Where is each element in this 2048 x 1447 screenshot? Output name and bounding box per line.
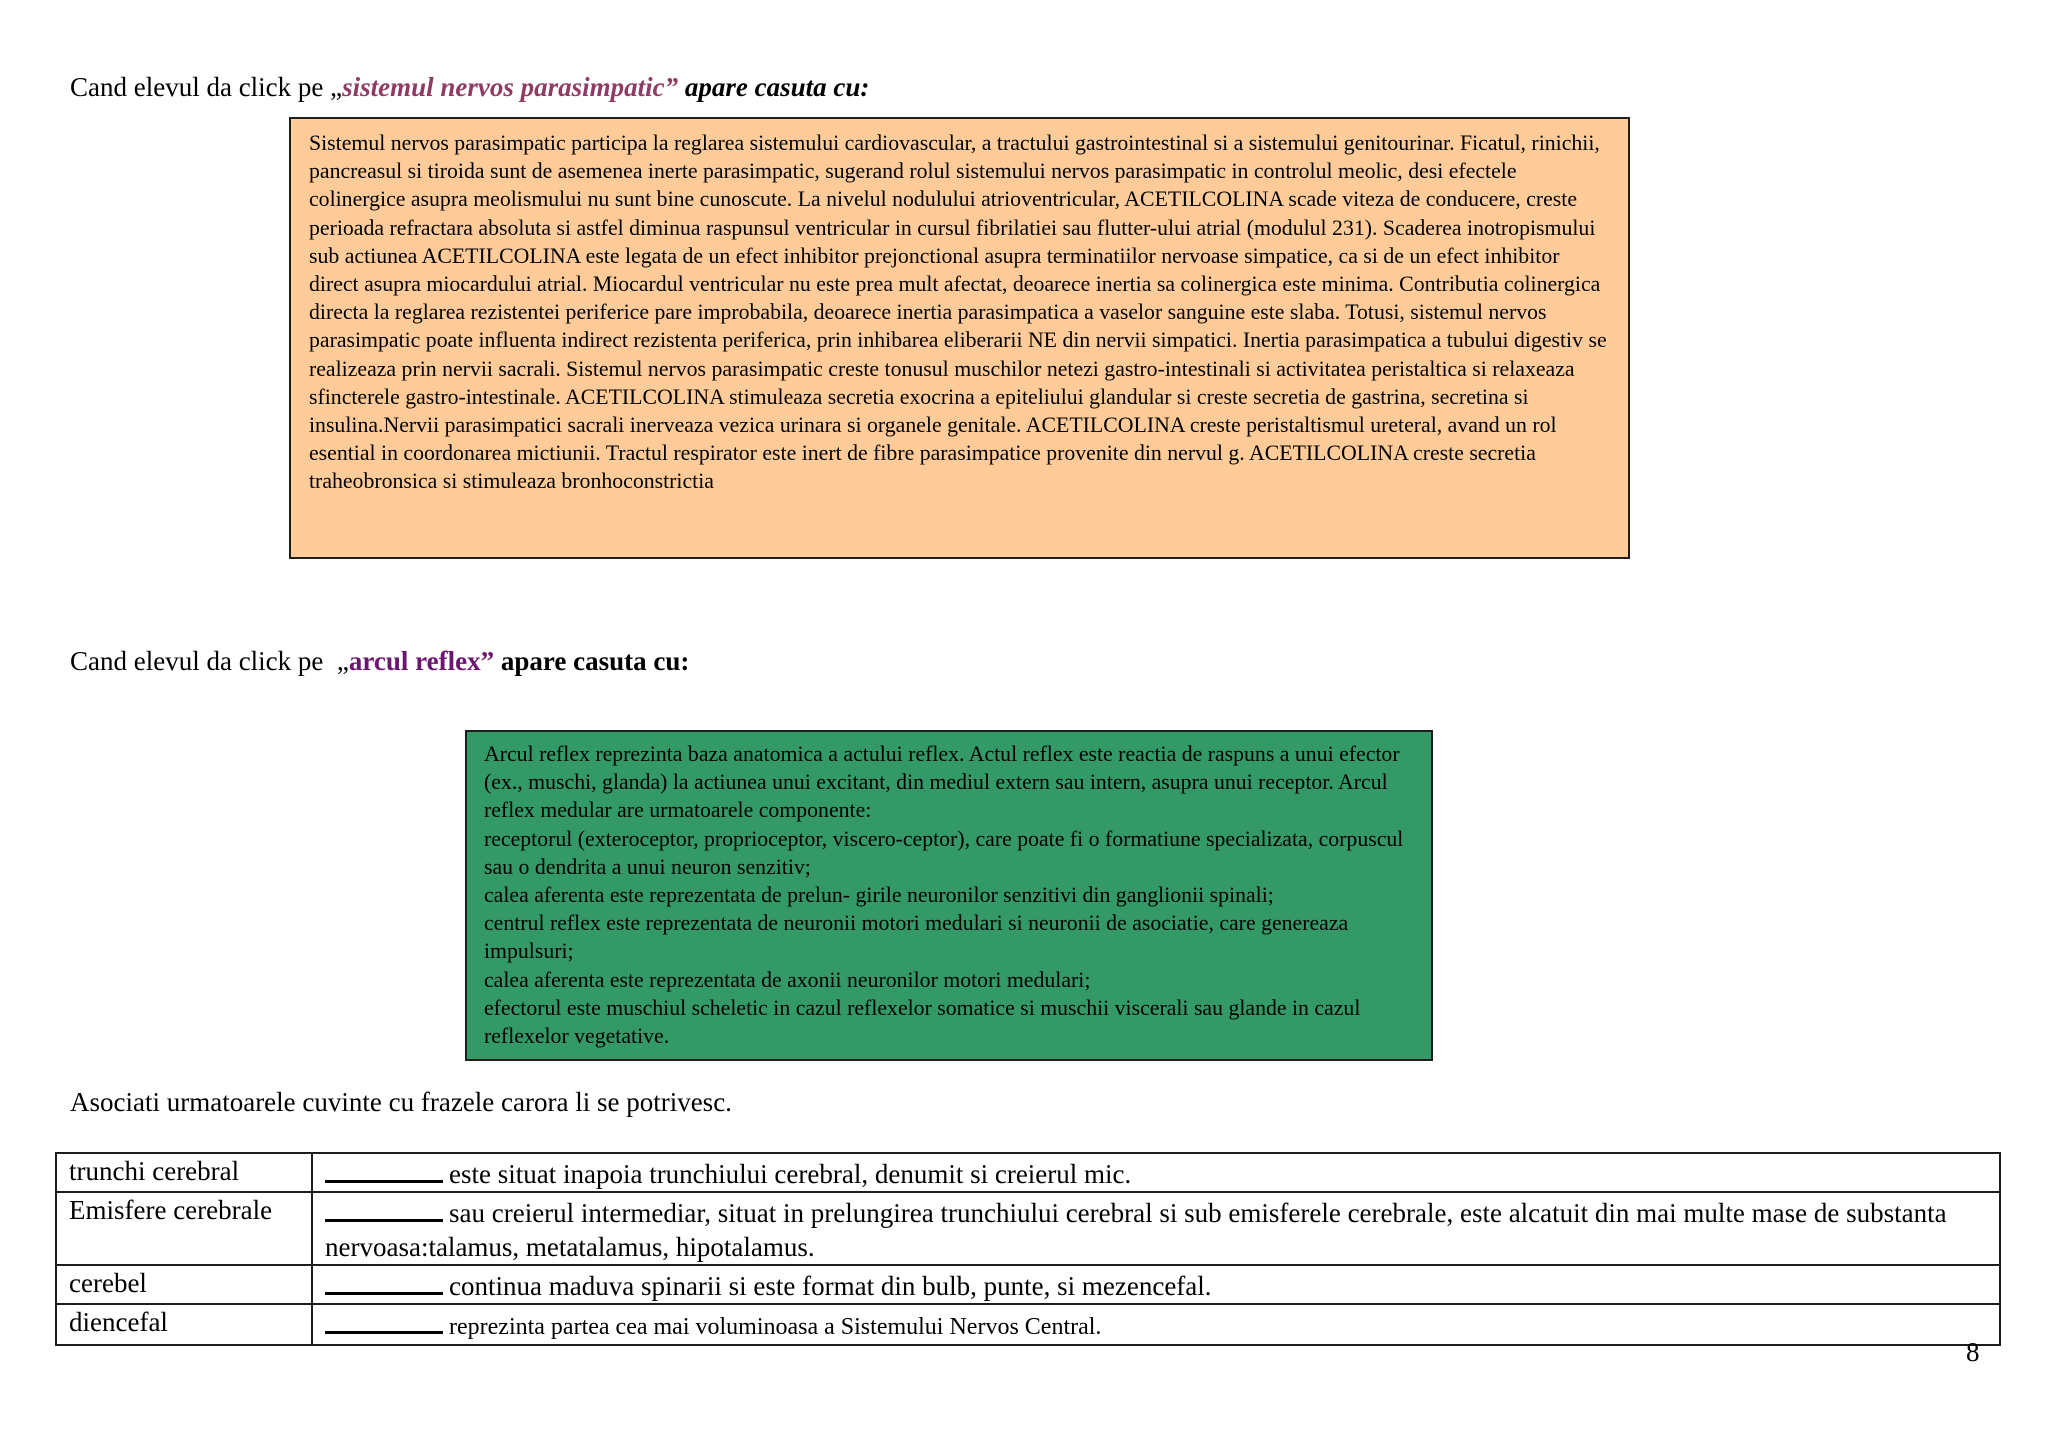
sentence-text: sau creierul intermediar, situat in prelungirea trunchiului cerebral si sub emisferele cerebrale, este alcatuit din mai multe mase de substanta nervoasa:talamus, metatalamus, hipotalamus. [325, 1198, 1947, 1262]
info-box-paragraph: centrul reflex este reprezentata de neuronii motori medulari si neuronii de asociatie, care genereaza impulsuri; [484, 911, 1349, 964]
intro-prefix: Cand elevul da click pe „ [70, 72, 343, 102]
term-cell: cerebel [56, 1265, 312, 1304]
info-box-text: Sistemul nervos parasimpatic participa la reglarea sistemului cardiovascular, a tractului gastrointestinal si a sistemului genitourinar. Ficatul, rinichii, pancreasul si tiroida sunt de asemenea inerte parasimpatic, sugerand rolul sistemului nervos parasimpatic in controlul meolic, desi efectele colinergice asupra meolismului nu sunt bine cunoscute. La nivelul nodulului atrioventricular, ACETILCOLINA scade viteza de conducere, creste perioada refractara absoluta si astfel diminua raspunsul ventricular in cursul fibrilatiei sau flutter-ului atrial (modulul 231). Scaderea inotropismului sub actiunea ACETILCOLINA este legata de un efect inhibitor prejonctional asupra terminatiilor nervoase simpatice, ca si de un efect inhibitor direct asupra miocardului atrial. Miocardul ventricular nu este prea mult afectat, deoarece inertia sa colinergica este minima. Contributia colinergica directa la reglarea rezistentei periferice pare improbabila, deoarece inertia parasimpatica a vaselor sanguine este slaba. Totusi, sistemul nervos parasimpatic poate influenta indirect rezistenta periferica, prin inhibarea eliberarii NE din nervii simpatici. Inertia parasimpatica a tubului digestiv se realizeaza prin nervii sacrali. Sistemul nervos parasimpatic creste tonusul muschilor netezi gastro-intestinali si activitatea peristaltica si relaxeaza sfincterele gastro-intestinale. ACETILCOLINA stimuleaza secretia exocrina a epiteliului glandular si creste secretia de gastrina, secretina si insulina.Nervii parasimpatici sacrali inerveaza vezica urinara si organele genitale. ACETILCOLINA creste peristaltismul ureteral, avand un rol esential in coordonarea mictiunii. Tractul respirator este inert de fibre parasimpatice provenite din nervul g. ACETILCOLINA creste secretia traheobronsica si stimuleaza bronhoconstrictia [309, 131, 1607, 494]
table-row [56, 1153, 2000, 1192]
table-row [56, 1192, 2000, 1265]
info-box-paragraph: Arcul reflex reprezinta baza anatomica a actului reflex. Actul reflex este reactia de raspuns a unui efector (ex., muschi, glanda) la actiunea unui excitant, din mediul extern sau intern, asupra unui receptor. Arcul reflex medular are urmatoarele componente: [484, 742, 1400, 823]
sentence-text: reprezinta partea cea mai voluminoasa a Sistemului Nervos Central. [449, 1314, 1102, 1340]
answer-blank[interactable] [325, 1154, 443, 1183]
term-link-parasympathetic[interactable]: sistemul nervos parasimpatic” [342, 72, 679, 102]
intro-parasympathetic [70, 70, 869, 104]
info-box-paragraph: calea aferenta este reprezentata de axonii neuronilor motori medulari; [484, 967, 1091, 992]
answer-blank[interactable] [325, 1305, 443, 1334]
intro-reflex-arc [70, 644, 689, 678]
table-row [56, 1265, 2000, 1304]
sentence-cell [312, 1265, 2000, 1304]
answer-blank[interactable] [325, 1193, 443, 1222]
info-box-paragraph: receptorul (exteroceptor, proprioceptor, viscero-ceptor), care poate fi o formatiune specializata, corpuscul sau o dendrita a unui neuron senzitiv; [484, 826, 1404, 879]
answer-blank[interactable] [325, 1266, 443, 1295]
info-box-paragraph: efectorul este muschiul scheletic in cazul reflexelor somatice si muschii viscerali sau glande in cazul reflexelor vegetative. [484, 995, 1361, 1049]
sentence-cell [312, 1192, 2000, 1265]
term-cell: diencefal [56, 1304, 312, 1345]
sentence-text: continua maduva spinarii si este format din bulb, punte, si mezencefal. [449, 1271, 1212, 1301]
intro-suffix: apare casuta cu: [678, 72, 870, 102]
term-cell: Emisfere cerebrale [56, 1192, 312, 1265]
matching-table [55, 1152, 2001, 1346]
info-box-reflex-arc [465, 730, 1433, 1061]
intro-prefix: Cand elevul da click pe „ [70, 646, 349, 676]
intro-suffix: apare casuta cu: [494, 646, 690, 676]
term-link-reflex-arc[interactable]: arcul reflex” [348, 646, 495, 676]
sentence-cell [312, 1153, 2000, 1192]
sentence-cell [312, 1304, 2000, 1345]
association-heading: Asociati urmatoarele cuvinte cu frazele carora li se potrivesc. [70, 1087, 732, 1117]
page-number: 8 [1966, 1337, 1980, 1367]
table-row [56, 1304, 2000, 1345]
info-box-parasympathetic [289, 117, 1630, 559]
info-box-paragraph: calea aferenta este reprezentata de prelun- girile neuronilor senzitivi din ganglionii spinali; [484, 883, 1274, 908]
sentence-text: este situat inapoia trunchiului cerebral, denumit si creierul mic. [449, 1159, 1132, 1189]
term-cell: trunchi cerebral [56, 1153, 312, 1192]
